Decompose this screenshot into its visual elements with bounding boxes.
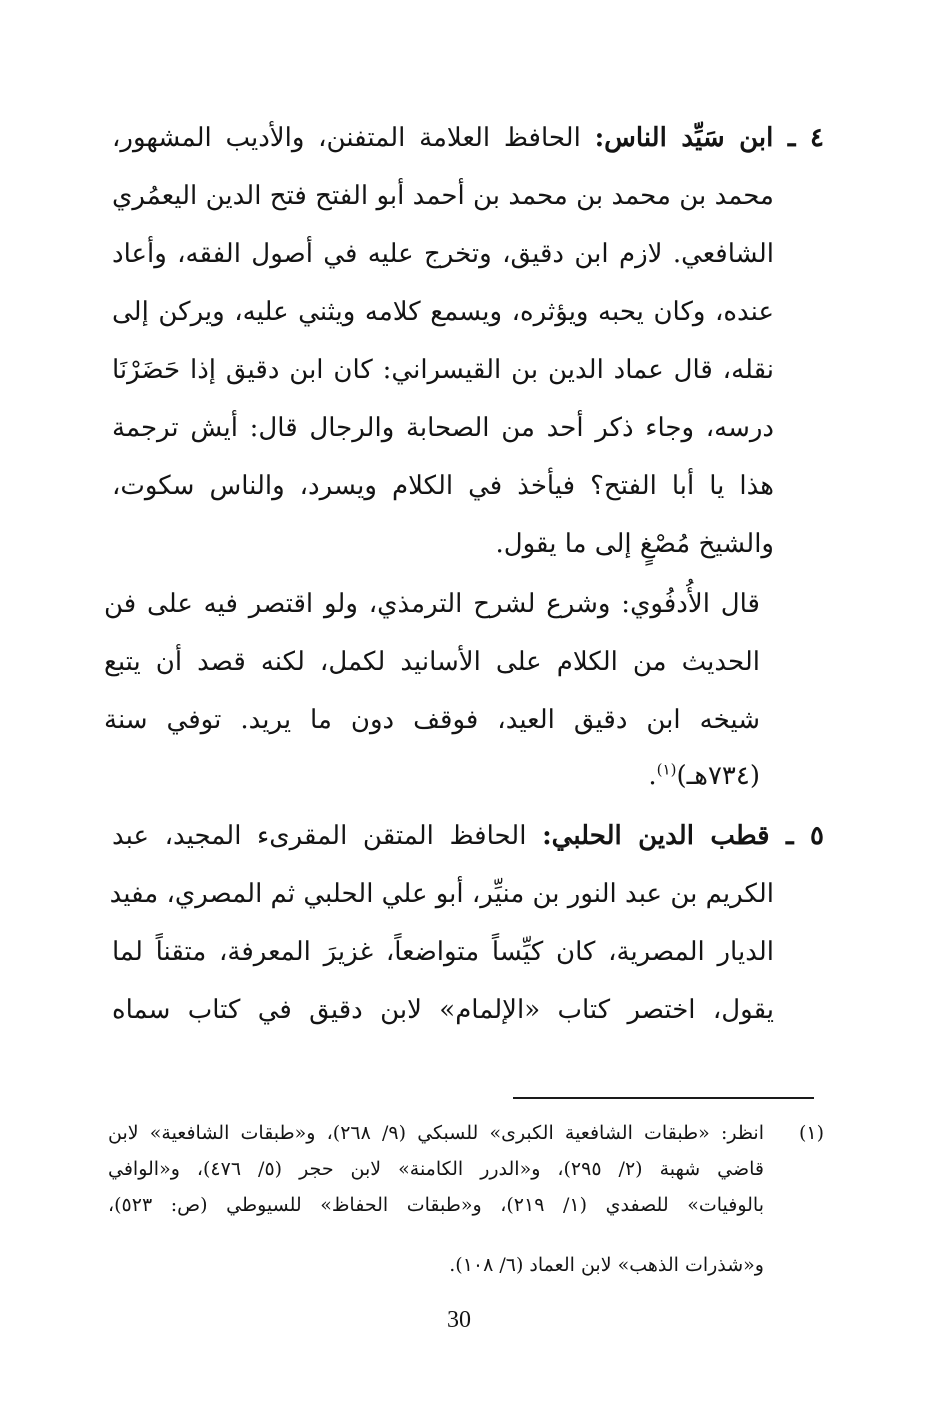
- entry-4-text: الحافظ العلامة المتفنن، والأديب المشهور،: [112, 123, 595, 153]
- death-year-line: [104, 756, 760, 796]
- body-line: محمد بن محمد بن محمد بن أحمد أبو الفتح فتح الدين اليعمُري: [112, 181, 774, 211]
- footnote-line: قاضي شهبة (٢/ ٢٩٥)، و«الدرر الكامنة» لابن حجر (٥/ ٤٧٦)، و«الوافي: [108, 1158, 765, 1180]
- entry-4-name: ابن سَيِّد الناس:: [594, 123, 774, 153]
- body-line: والشيخ مُصْغٍ إلى ما يقول.: [495, 529, 774, 559]
- body-line: الشافعي. لازم ابن دقيق، وتخرج عليه في أصول الفقه، وأعاد: [112, 239, 774, 269]
- body-line: شيخه ابن دقيق العيد، فوقف دون ما يريد. توفي سنة: [104, 705, 760, 735]
- footnote-separator: [513, 1097, 814, 1099]
- footnote-marker: (١): [798, 1122, 824, 1144]
- entry-4-line-1: [112, 118, 824, 158]
- entry-5-line-1: [112, 816, 824, 856]
- body-line: عنده، وكان يحبه ويؤثره، ويسمع كلامه ويثني عليه، ويركن إلى: [112, 297, 774, 327]
- footnote-line: انظر: «طبقات الشافعية الكبرى» للسبكي (٩/ ٢٦٨)، و«طبقات الشافعية» لابن: [108, 1122, 764, 1144]
- body-line: هذا يا أبا الفتح؟ فيأخذ في الكلام ويسرد، والناس سكوت،: [112, 471, 774, 501]
- entry-5-text: الحافظ المتقن المقرىء المجيد، عبد: [112, 821, 543, 851]
- page-number: 30: [447, 1307, 471, 1333]
- body-line: الحديث من الكلام على الأسانيد لكمل، لكنه قصد أن يتبع: [104, 647, 760, 677]
- entry-5-number: ٥ ـ: [769, 821, 824, 851]
- sentence-end: .: [648, 761, 657, 791]
- footnote-line: و«شذرات الذهب» لابن العماد (٦/ ١٠٨).: [449, 1254, 764, 1276]
- footnote-reference: (١): [656, 760, 677, 779]
- entry-5-name: قطب الدين الحلبي:: [542, 821, 770, 851]
- footnote-line: بالوفيات» للصفدي (١/ ٢١٩)، و«طبقات الحفاظ» للسيوطي (ص: ٥٢٣)،: [108, 1194, 764, 1216]
- body-line: قال الأُدفُوي: وشرع لشرح الترمذي، ولو اقتصر فيه على فن: [104, 589, 760, 619]
- body-line: درسه، وجاء ذكر أحد من الصحابة والرجال قال: أيش ترجمة: [112, 413, 774, 443]
- body-line: الديار المصرية، كان كيِّساً متواضعاً، غزيرَ المعرفة، متقناً لما: [112, 937, 774, 967]
- body-line: نقله، قال عماد الدين بن القيسراني: كان ابن دقيق إذا حَضَرْنَا: [112, 355, 774, 385]
- death-year: (٧٣٤هـ): [676, 761, 760, 791]
- body-line: الكريم بن عبد النور بن منيِّر، أبو علي الحلبي ثم المصري، مفيد: [109, 879, 774, 909]
- entry-4-number: ٤ ـ: [773, 123, 824, 153]
- body-line: يقول، اختصر كتاب «الإلمام» لابن دقيق في كتاب سماه: [112, 995, 774, 1025]
